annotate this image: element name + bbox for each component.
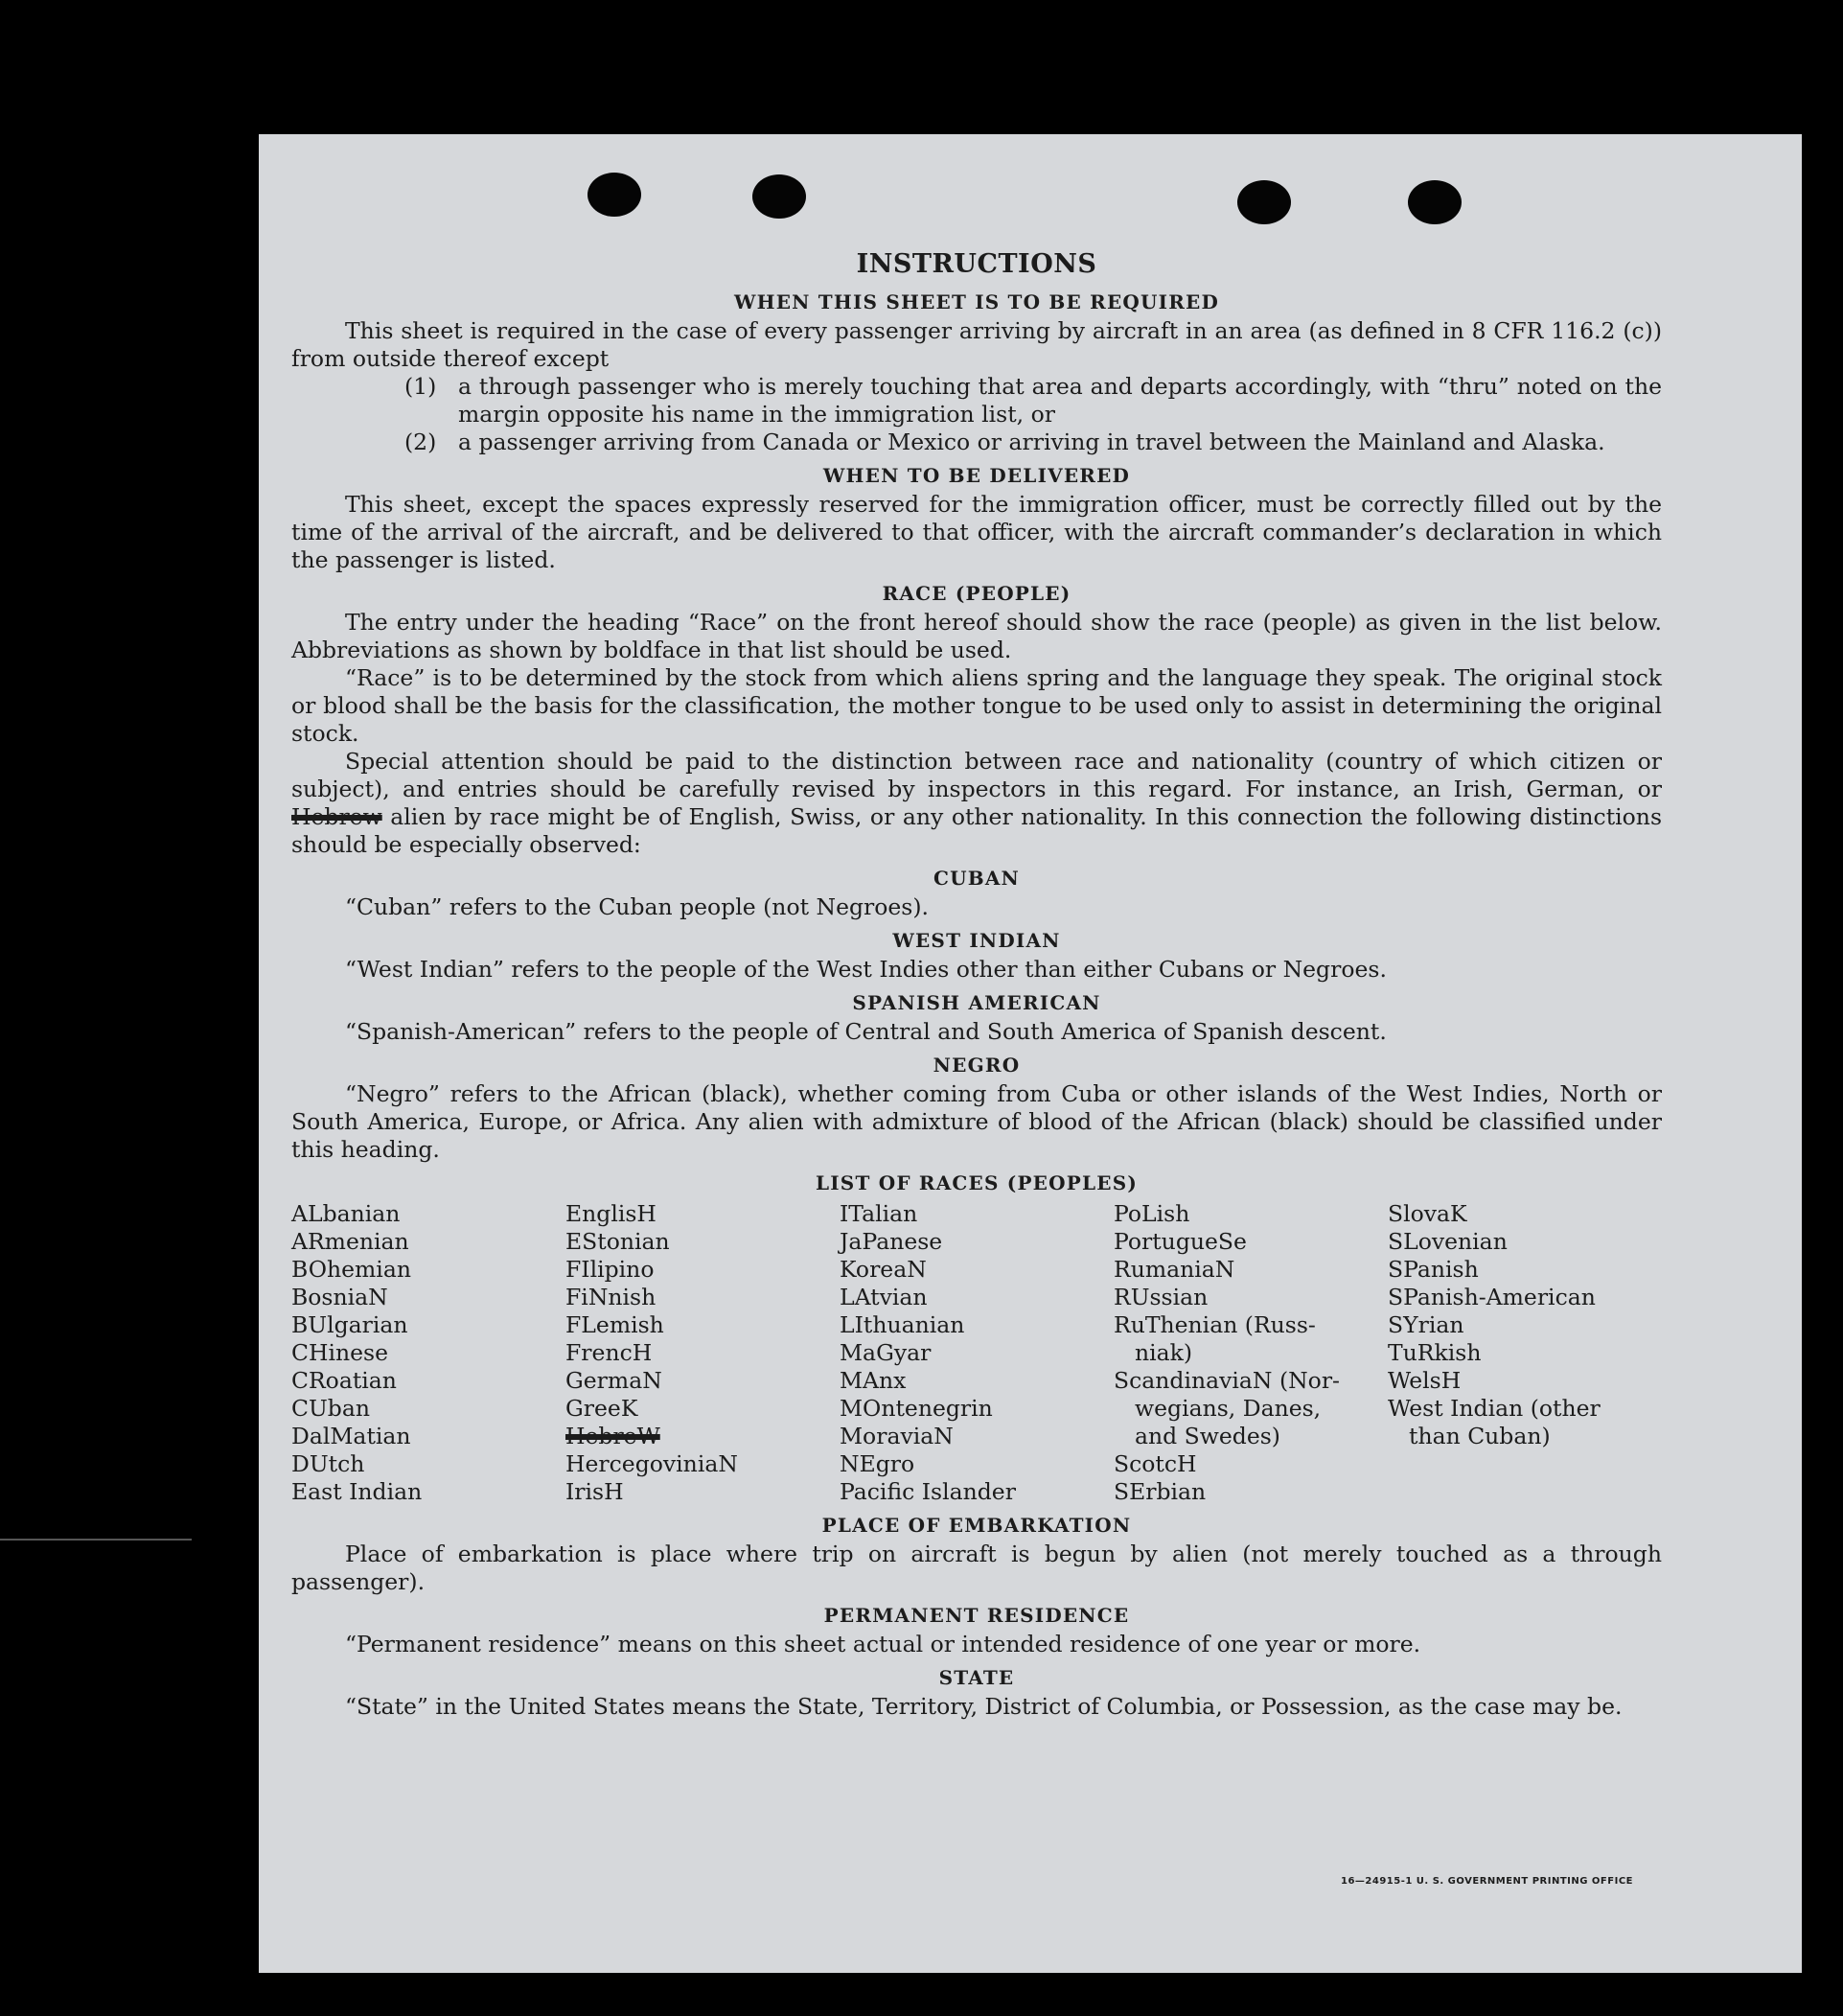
race-entry: ITalian bbox=[840, 1200, 918, 1227]
document-sheet bbox=[259, 134, 1802, 1973]
when-required-intro: This sheet is required in the case of every passenger arriving by aircraft in an area (as defined in 8 CFR 116.2 (c)) from outside thereof except bbox=[291, 317, 1662, 372]
race-entry: SlovaK bbox=[1388, 1200, 1467, 1227]
heading-permanent-residence: PERMANENT RESIDENCE bbox=[823, 1604, 1130, 1627]
punch-hole bbox=[1237, 180, 1291, 224]
race-entry: than Cuban) bbox=[1409, 1423, 1551, 1449]
race-entry: SLovenian bbox=[1388, 1228, 1508, 1255]
race-entry: LAtvian bbox=[840, 1284, 928, 1310]
race-entry: RUssian bbox=[1114, 1284, 1209, 1310]
race-entry: RuThenian (Russ- bbox=[1114, 1311, 1316, 1338]
race-entry: DalMatian bbox=[291, 1423, 411, 1449]
heading-when-delivered: WHEN TO BE DELIVERED bbox=[822, 464, 1131, 487]
race-entry: ScotcH bbox=[1114, 1450, 1197, 1477]
race-entry: MoraviaN bbox=[840, 1423, 954, 1449]
race-entry: East Indian bbox=[291, 1478, 423, 1505]
scan-edge-mark bbox=[0, 1539, 192, 1541]
race-entry: IrisH bbox=[565, 1478, 624, 1505]
race-entry: HebreW bbox=[565, 1423, 660, 1449]
heading-list-of-races: LIST OF RACES (PEOPLES) bbox=[815, 1171, 1139, 1194]
heading-when-required: WHEN THIS SHEET IS TO BE REQUIRED bbox=[733, 290, 1220, 313]
race-entry: SYrian bbox=[1388, 1311, 1464, 1338]
race-entry: MOntenegrin bbox=[840, 1395, 993, 1422]
race-entry: MaGyar bbox=[840, 1339, 932, 1366]
race-entry: SPanish bbox=[1388, 1256, 1479, 1283]
race-entry: FLemish bbox=[565, 1311, 664, 1338]
heading-negro: NEGRO bbox=[933, 1054, 1021, 1077]
race-entry: WelsH bbox=[1388, 1367, 1462, 1394]
permanent-residence-text: “Permanent residence” means on this sheet actual or intended residence of one year or more. bbox=[345, 1631, 1421, 1657]
race-entry: BOhemian bbox=[291, 1256, 411, 1283]
races-column-2 bbox=[565, 1200, 840, 1506]
printer-footer: 16—24915-1 U. S. GOVERNMENT PRINTING OFFICE bbox=[1341, 1876, 1633, 1887]
race-entry: PoLish bbox=[1114, 1200, 1190, 1227]
race-entry: Pacific Islander bbox=[840, 1478, 1016, 1505]
race-entry: TuRkish bbox=[1388, 1339, 1482, 1366]
race-entry: ARmenian bbox=[291, 1228, 409, 1255]
race-entry: LIthuanian bbox=[840, 1311, 965, 1338]
race-entry: FiNnish bbox=[565, 1284, 657, 1310]
race-entry: HercegoviniaN bbox=[565, 1450, 738, 1477]
races-column-1 bbox=[291, 1200, 565, 1506]
race-entry: SErbian bbox=[1114, 1478, 1207, 1505]
race-paragraph-2: “Race” is to be determined by the stock from which aliens spring and the language they speak. The original stock or blood shall be the basis for the classification, the mother tongue to be used only to assist in determining the original stock. bbox=[291, 664, 1662, 747]
exception-item: (1) a through passenger who is merely touching that area and departs accordingly, with “thru” noted on the margin opposite his name in the immigration list, or bbox=[404, 373, 1662, 428]
document-title: INSTRUCTIONS bbox=[856, 249, 1097, 279]
document-content bbox=[291, 249, 1662, 1721]
race-entry: CRoatian bbox=[291, 1367, 397, 1394]
race-entry: PortugueSe bbox=[1114, 1228, 1247, 1255]
heading-west-indian: WEST INDIAN bbox=[892, 929, 1061, 952]
race-entry: SPanish-American bbox=[1388, 1284, 1596, 1310]
when-delivered-text: This sheet, except the spaces expressly reserved for the immigration officer, must be correctly filled out by the time of the arrival of the aircraft, and be delivered to that officer, with the aircraft commander’s declaration in which the passenger is listed. bbox=[291, 491, 1662, 573]
punch-hole bbox=[1408, 180, 1462, 224]
races-column-3 bbox=[840, 1200, 1114, 1506]
state-text: “State” in the United States means the State, Territory, District of Columbia, or Possession, as the case may be. bbox=[345, 1693, 1623, 1720]
race-entry: NEgro bbox=[840, 1450, 915, 1477]
punch-hole bbox=[587, 173, 641, 217]
heading-spanish-american: SPANISH AMERICAN bbox=[852, 991, 1101, 1014]
races-list bbox=[291, 1200, 1662, 1506]
race-entry: DUtch bbox=[291, 1450, 365, 1477]
punch-hole bbox=[752, 174, 806, 219]
race-entry: BUlgarian bbox=[291, 1311, 408, 1338]
race-entry: ALbanian bbox=[291, 1200, 401, 1227]
race-paragraph-1: The entry under the heading “Race” on the front hereof should show the race (people) as given in the list below. Abbreviations as shown by boldface in that list should be used. bbox=[291, 609, 1662, 663]
race-entry: BosniaN bbox=[291, 1284, 388, 1310]
races-column-4 bbox=[1114, 1200, 1388, 1506]
race-entry: EnglisH bbox=[565, 1200, 657, 1227]
race-entry: FIlipino bbox=[565, 1256, 655, 1283]
race-entry: KoreaN bbox=[840, 1256, 927, 1283]
race-entry: GermaN bbox=[565, 1367, 662, 1394]
heading-state: STATE bbox=[938, 1666, 1015, 1689]
spanish-american-text: “Spanish-American” refers to the people of Central and South America of Spanish descent. bbox=[345, 1018, 1387, 1045]
west-indian-text: “West Indian” refers to the people of the West Indies other than either Cubans or Negroes. bbox=[345, 956, 1387, 983]
race-entry: MAnx bbox=[840, 1367, 907, 1394]
race-entry: ScandinaviaN (Nor- bbox=[1114, 1367, 1340, 1394]
race-paragraph-3: Special attention should be paid to the distinction between race and nationality (country of which citizen or subject), and entries should be carefully revised by inspectors in this regard. For instance, an Irish, German, or Hebrew alien by race might be of English, Swiss, or any other nationality. In this connection the following distinctions should be especially observed: bbox=[291, 748, 1662, 858]
heading-race: RACE (PEOPLE) bbox=[882, 582, 1071, 605]
cuban-text: “Cuban” refers to the Cuban people (not Negroes). bbox=[345, 893, 930, 920]
negro-text: “Negro” refers to the African (black), whether coming from Cuba or other islands of the West Indies, North or South America, Europe, or Africa. Any alien with admixture of blood of the African (black) should be classified under this heading. bbox=[291, 1080, 1662, 1163]
race-entry: CHinese bbox=[291, 1339, 388, 1366]
race-entry: CUban bbox=[291, 1395, 370, 1422]
embarkation-text: Place of embarkation is place where trip on aircraft is begun by alien (not merely touched as a through passenger). bbox=[291, 1541, 1662, 1595]
heading-embarkation: PLACE OF EMBARKATION bbox=[821, 1514, 1132, 1537]
race-entry: niak) bbox=[1135, 1339, 1193, 1366]
exception-item: (2) a passenger arriving from Canada or Mexico or arriving in travel between the Mainland and Alaska. bbox=[404, 429, 1605, 455]
struck-word: Hebrew bbox=[291, 803, 382, 830]
heading-cuban: CUBAN bbox=[933, 867, 1021, 890]
race-entry: wegians, Danes, bbox=[1135, 1395, 1322, 1422]
race-entry: EStonian bbox=[565, 1228, 670, 1255]
race-entry: RumaniaN bbox=[1114, 1256, 1235, 1283]
races-column-5 bbox=[1388, 1200, 1662, 1506]
race-entry: West Indian (other bbox=[1388, 1395, 1601, 1422]
race-entry: JaPanese bbox=[840, 1228, 943, 1255]
race-entry: GreeK bbox=[565, 1395, 638, 1422]
race-entry: and Swedes) bbox=[1135, 1423, 1280, 1449]
race-entry: FrencH bbox=[565, 1339, 653, 1366]
